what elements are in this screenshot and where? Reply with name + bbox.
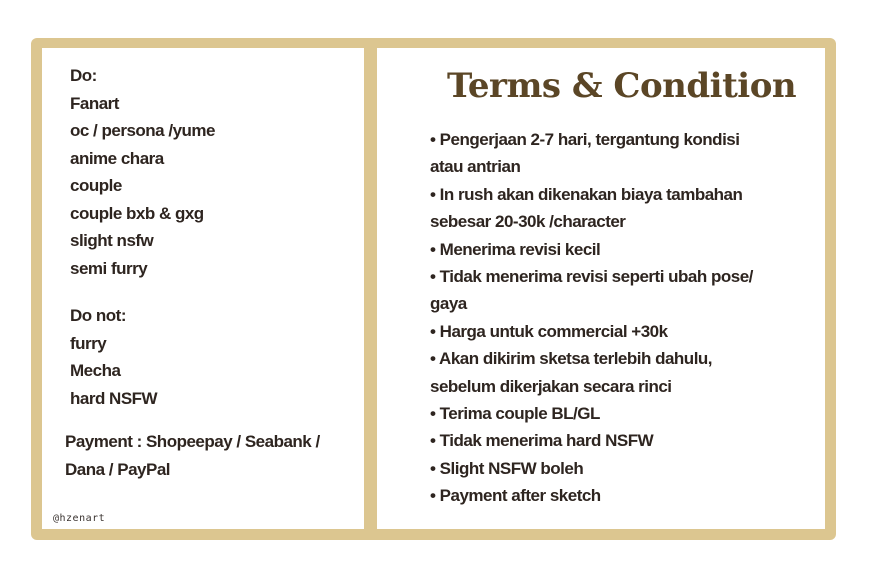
terms-list: [430, 126, 810, 510]
terms-line: • Tidak menerima revisi seperti ubah pose/: [430, 267, 753, 287]
terms-line: • Tidak menerima hard NSFW: [430, 431, 654, 451]
page-title: Terms & Condition: [447, 66, 797, 106]
terms-line: atau antrian: [430, 157, 521, 177]
terms-line: • Pengerjaan 2-7 hari, tergantung kondisi: [430, 130, 740, 149]
terms-line: sebesar 20-30k /character: [430, 212, 626, 232]
watermark: @hzenart: [53, 513, 106, 524]
terms-line: • Terima couple BL/GL: [430, 404, 600, 424]
donot-item: hard NSFW: [70, 388, 158, 408]
do-item: semi furry: [70, 258, 148, 278]
donot-section: [70, 302, 157, 412]
terms-line: • Akan dikirim sketsa terlebih dahulu,: [430, 349, 713, 369]
do-item: slight nsfw: [70, 231, 154, 250]
donot-item: furry: [70, 333, 107, 353]
terms-line: sebelum dikerjakan secara rinci: [430, 376, 672, 396]
do-item: oc / persona /yume: [70, 121, 215, 140]
do-item: Fanart: [70, 93, 119, 113]
donot-item: Mecha: [70, 361, 121, 380]
do-section: [70, 62, 215, 282]
do-item: couple bxb & gxg: [70, 203, 204, 223]
payment-line: Payment : Shopeepay / Seabank /: [65, 432, 320, 451]
terms-line: • In rush akan dikenakan biaya tambahan: [430, 184, 743, 204]
terms-line: • Menerima revisi kecil: [430, 239, 601, 259]
payment-section: [65, 428, 355, 483]
terms-line: • Harga untuk commercial +30k: [430, 321, 668, 341]
do-heading: Do:: [70, 66, 97, 85]
payment-line: Dana / PayPal: [65, 459, 171, 479]
do-item: couple: [70, 176, 122, 195]
terms-line: gaya: [430, 294, 467, 314]
donot-heading: Do not:: [70, 306, 126, 325]
terms-line: • Slight NSFW boleh: [430, 458, 584, 478]
terms-line: • Payment after sketch: [430, 486, 601, 506]
do-item: anime chara: [70, 148, 164, 168]
